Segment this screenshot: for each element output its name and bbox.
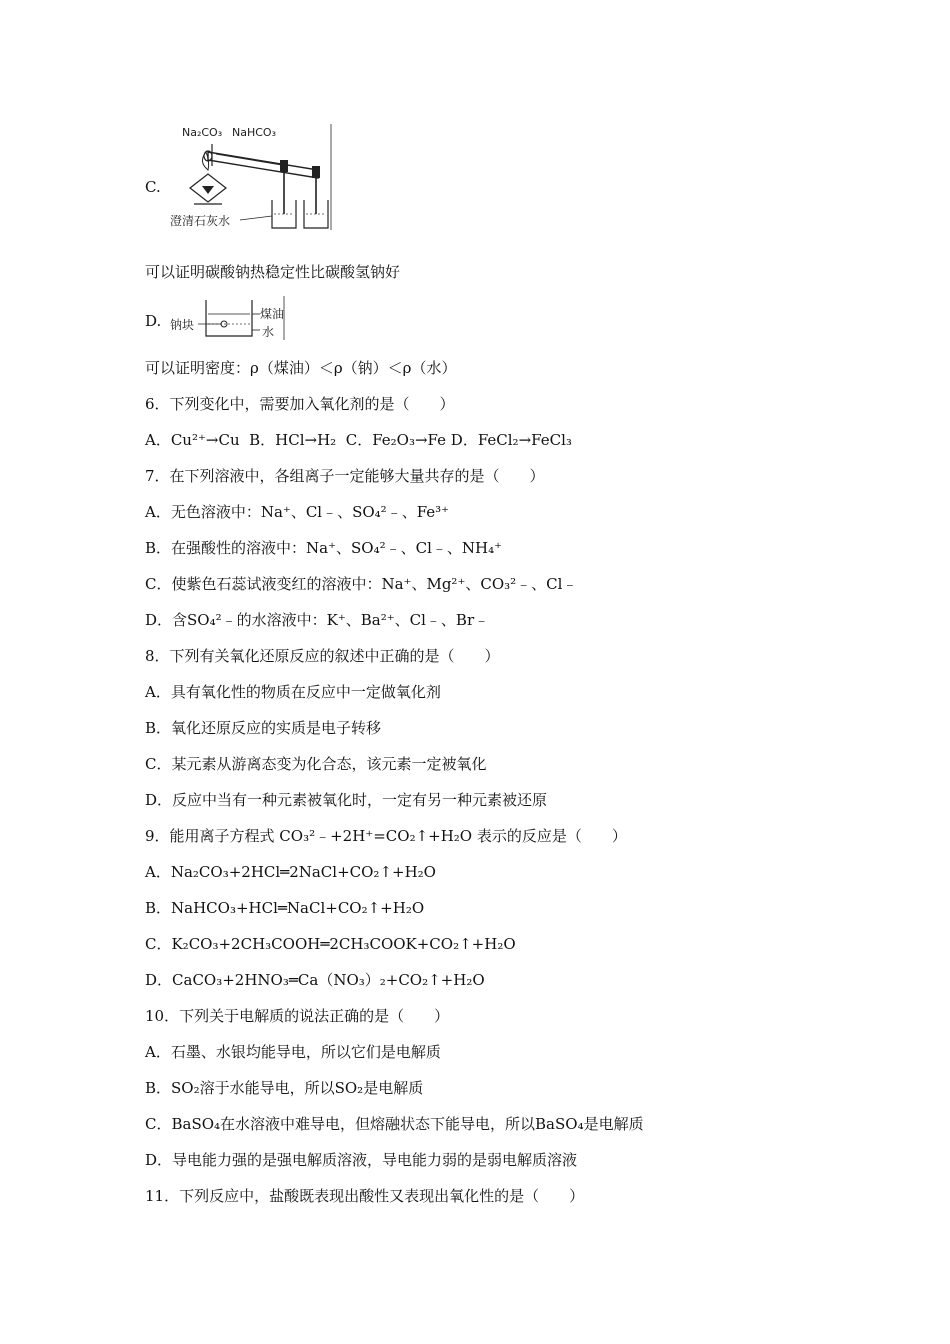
option-c-label: C. [145,178,161,196]
option-d-caption: 可以证明密度：ρ（煤油）＜ρ（钠）＜ρ（水） [145,359,457,377]
q8-option-d: D．反应中当有一种元素被氧化时，一定有另一种元素被还原 [145,791,548,809]
q8-option-c: C．某元素从游离态变为化合态，该元素一定被氧化 [145,755,487,773]
thermal-stability-apparatus-figure [168,122,334,232]
sodium-kerosene-water-figure [168,296,286,340]
q10-stem: 10．下列关于电解质的说法正确的是（ ） [145,1007,450,1025]
q10-option-c: C．BaSO₄在水溶液中难导电，但熔融状态下能导电，所以BaSO₄是电解质 [145,1115,644,1133]
q8-stem: 8．下列有关氧化还原反应的叙述中正确的是（ ） [145,647,500,665]
figure-label-sodium: 钠块 [170,318,195,332]
q6-stem: 6．下列变化中，需要加入氧化剂的是（ ） [145,395,455,413]
figure-label-kerosene: 煤油 [260,307,285,321]
q9-option-c: C．K₂CO₃+2CH₃COOH═2CH₃COOK+CO₂↑+H₂O [145,935,516,953]
q9-option-d: D．CaCO₃+2HNO₃═Ca（NO₃）₂+CO₂↑+H₂O [145,971,485,989]
q10-option-b: B．SO₂溶于水能导电，所以SO₂是电解质 [145,1079,424,1097]
figure-label-limewater: 澄清石灰水 [170,214,231,228]
q7-option-d: D．含SO₄²﹣的水溶液中：K⁺、Ba²⁺、Cl﹣、Br﹣ [145,611,490,629]
option-d-label: D. [145,312,162,330]
q9-option-a: A．Na₂CO₃+2HCl═2NaCl+CO₂↑+H₂O [145,863,436,881]
q7-option-a: A．无色溶液中：Na⁺、Cl﹣、SO₄²﹣、Fe³⁺ [145,503,450,521]
q8-option-a: A．具有氧化性的物质在反应中一定做氧化剂 [145,683,441,701]
q10-option-d: D．导电能力强的是强电解质溶液，导电能力弱的是弱电解质溶液 [145,1151,578,1169]
figure-label-water: 水 [262,325,275,339]
q9-option-b: B．NaHCO₃+HCl═NaCl+CO₂↑+H₂O [145,899,425,917]
q6-options: A．Cu²⁺→Cu B．HCl→H₂ C．Fe₂O₃→Fe D．FeCl₂→FeCl₃ [145,431,572,449]
q11-stem: 11．下列反应中，盐酸既表现出酸性又表现出氧化性的是（ ） [145,1187,585,1205]
figure-label-na2co3: Na₂CO₃ [182,126,223,139]
q7-option-c: C．使紫色石蕊试液变红的溶液中：Na⁺、Mg²⁺、CO₃²﹣、Cl﹣ [145,575,578,593]
q8-option-b: B．氧化还原反应的实质是电子转移 [145,719,382,737]
q9-stem: 9．能用离子方程式 CO₃²﹣+2H⁺=CO₂↑+H₂O 表示的反应是（ ） [145,827,627,845]
q7-stem: 7．在下列溶液中，各组离子一定能够大量共存的是（ ） [145,467,545,485]
q7-option-b: B．在强酸性的溶液中：Na⁺、SO₄²﹣、Cl﹣、NH₄⁺ [145,539,503,557]
option-c-caption: 可以证明碳酸钠热稳定性比碳酸氢钠好 [145,263,401,281]
q10-option-a: A．石墨、水银均能导电，所以它们是电解质 [145,1043,441,1061]
figure-label-nahco3: NaHCO₃ [232,126,276,139]
